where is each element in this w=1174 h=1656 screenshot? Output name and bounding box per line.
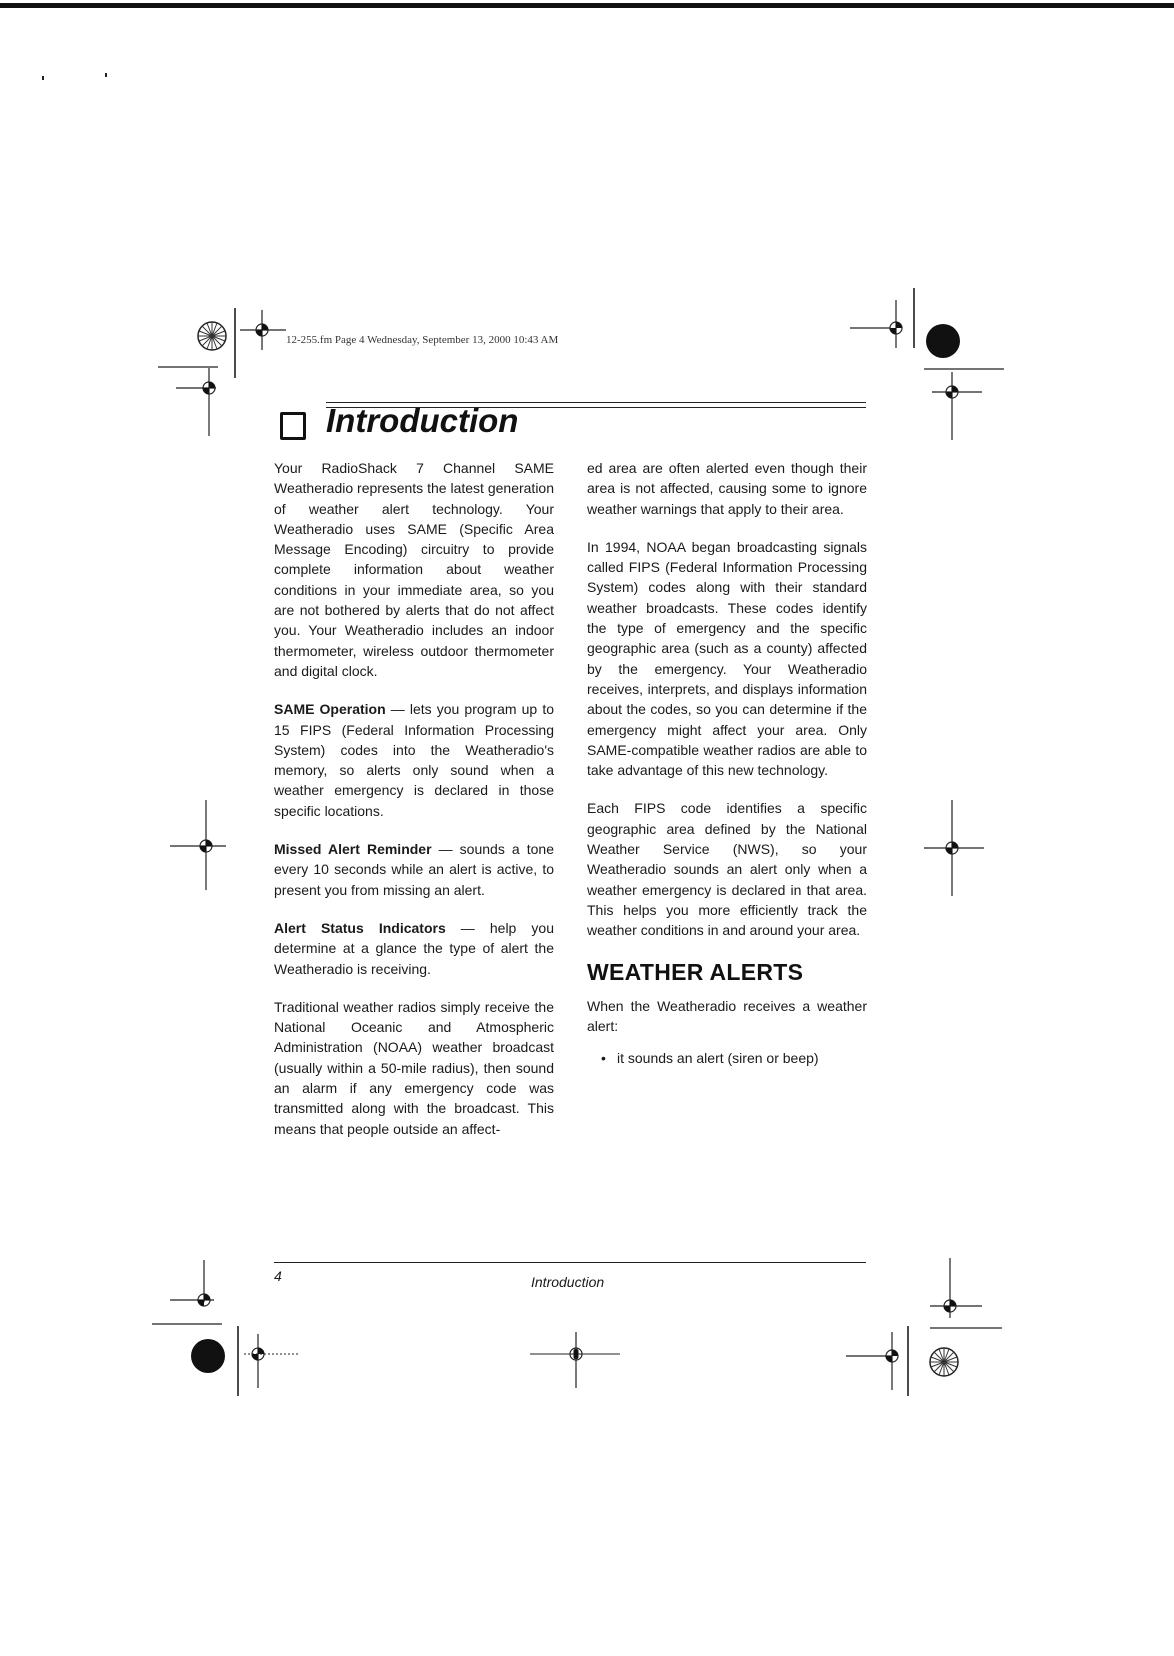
same-operation-term: SAME Operation <box>274 701 386 718</box>
footer-section-title: Introduction <box>531 1274 605 1290</box>
crosshair-icon <box>170 800 230 890</box>
missed-alert-term: Missed Alert Reminder <box>274 841 432 858</box>
crosshair-icon <box>924 800 984 896</box>
same-operation-paragraph <box>274 699 554 821</box>
crosshair-icon <box>152 1260 222 1328</box>
registration-dot-icon <box>924 322 964 362</box>
right-column <box>587 458 867 1068</box>
alert-status-text: — help you determine at a glance the type of alert the Weatheradio is receiving. <box>274 919 554 977</box>
crosshair-icon <box>850 288 916 348</box>
missed-alert-paragraph <box>274 839 554 900</box>
crosshair-icon <box>530 1328 620 1388</box>
scan-speck <box>42 76 44 80</box>
registration-dot-icon <box>190 1338 230 1378</box>
bullet-icon: • <box>601 1050 606 1067</box>
intro-paragraph: Your RadioShack 7 Channel SAME Weatheradio represents the latest generation of weather alert technology. Your Weatheradio uses SAME (Specific Area Message Encoding) circuitry to provide complete information about weather conditions in your immediate area, so you are not bothered by alerts that do not affect you. Your Weatheradio includes an indoor thermometer, wireless outdoor thermometer and digital clock. <box>274 460 554 679</box>
fips-paragraph: Each FIPS code identifies a specific geographic area defined by the National Weather Service (NWS), so your Weatheradio sounds an alert only when a weather emergency is declared in that area. This helps you more efficiently track the weather conditions in and around your area. <box>587 800 867 939</box>
same-operation-text: — lets you program up to 15 FIPS (Federal Information Processing System) codes into the Weatheradio's memory, so alerts only sound when a weather emergency is declared in those specific locations. <box>274 701 554 819</box>
alerts-intro-paragraph: When the Weatheradio receives a weather alert: <box>587 997 867 1034</box>
continuation-paragraph: ed area are often alerted even though their area is not affected, causing some to ignore weather warnings that apply to their area. <box>587 460 867 517</box>
page-number: 4 <box>274 1268 282 1284</box>
missed-alert-text: — sounds a tone every 10 seconds while an alert is active, to present you from missing an alert. <box>274 841 554 898</box>
alert-status-term: Alert Status Indicators <box>274 919 446 936</box>
crosshair-icon <box>158 360 218 436</box>
top-edge-rule <box>0 3 1174 8</box>
checkbox-square-icon <box>280 412 306 440</box>
bullet-text: it sounds an alert (siren or beep) <box>617 1050 819 1067</box>
noaa-paragraph: In 1994, NOAA began broadcasting signals called FIPS (Federal Information Processing System) codes along with their standard weather broadcasts. These codes identify the type of emergency and the specific geographic area (such as a county) affected by the emergency. Your Weatheradio receives, interprets, and displays information about the codes, so you can determine if the emergency might affect your area. Only SAME-compatible weather radios are able to take advantage of this new technology. <box>587 538 867 779</box>
scan-speck <box>105 73 107 77</box>
alert-status-paragraph <box>274 918 554 979</box>
left-column <box>274 458 554 1157</box>
crosshair-icon <box>846 1326 912 1396</box>
footer-rule <box>274 1262 866 1263</box>
list-item <box>601 1048 867 1068</box>
crosshair-icon <box>924 364 1004 440</box>
file-slug-line: 12-255.fm Page 4 Wednesday, September 13, 2000 10:43 AM <box>286 334 559 346</box>
crosshair-icon <box>234 1326 304 1396</box>
crosshair-icon <box>240 310 286 350</box>
weather-alerts-heading: WEATHER ALERTS <box>587 958 804 985</box>
page-title: Introduction <box>326 402 519 439</box>
traditional-radios-paragraph: Traditional weather radios simply receive the National Oceanic and Atmospheric Administration (NOAA) weather broadcast (usually within a 50-mile radius), then sound an alarm if any emergency code was transmitted along with the broadcast. This means that people outside an affect- <box>274 998 554 1137</box>
registration-rosette-icon <box>924 1342 964 1382</box>
